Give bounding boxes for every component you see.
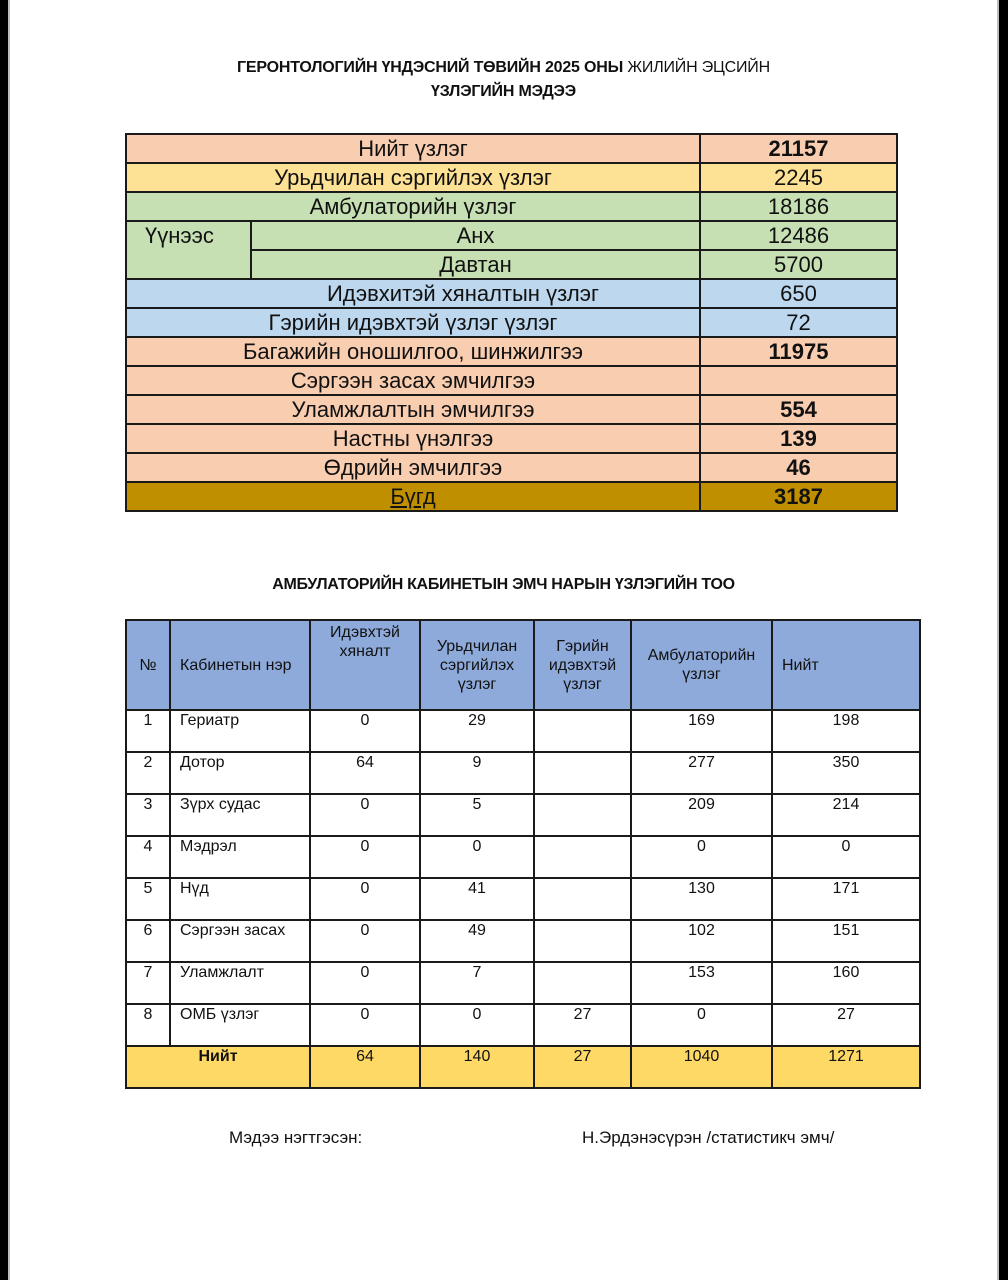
home-active-value [534,836,631,878]
summary-value: 72 [700,308,897,337]
summary-row [126,424,897,453]
home-active-value [534,794,631,836]
summary-label: Уламжлалтын эмчилгээ [126,395,700,424]
summary-row [126,395,897,424]
cabinet-header-row [126,620,920,710]
summary-value: 650 [700,279,897,308]
cabinet-name: Зүрх судас [170,794,310,836]
home-active-value [534,962,631,1004]
active-monitoring-value: 0 [310,836,420,878]
summary-value: 139 [700,424,897,453]
cabinet-name: Гериатр [170,710,310,752]
cabinet-name: ОМБ үзлэг [170,1004,310,1046]
document-page [8,0,999,1280]
cabinet-name: Дотор [170,752,310,794]
cabinet-name: Нүд [170,878,310,920]
total-value: 0 [772,836,920,878]
active-monitoring-value: 0 [310,1004,420,1046]
row-number: 8 [126,1004,170,1046]
preventive-value: 5 [420,794,534,836]
preventive-value: 0 [420,836,534,878]
summary-row [126,163,897,192]
summary-row [126,221,897,250]
header-total: Нийт [772,620,920,710]
compiled-by: Н.Эрдэнэсүрэн /статистикч эмч/ [582,1128,835,1147]
total-value: 160 [772,962,920,1004]
cabinet-row [126,878,920,920]
total-value: 151 [772,920,920,962]
row-number: 3 [126,794,170,836]
header-preventive: Урьдчилан сэргийлэх үзлэг [420,620,534,710]
row-number: 6 [126,920,170,962]
row-number: 5 [126,878,170,920]
cabinet-row [126,752,920,794]
summary-row [126,134,897,163]
total-value: 198 [772,710,920,752]
summary-row [126,366,897,395]
total-active: 64 [310,1046,420,1088]
cabinet-row [126,962,920,1004]
total-value: 27 [772,1004,920,1046]
total-preventive: 140 [420,1046,534,1088]
summary-label: Настны үнэлгээ [126,424,700,453]
cabinet-table-body [126,710,920,1088]
summary-total-label: Бүгд [126,482,700,511]
summary-label: Амбулаторийн үзлэг [126,192,700,221]
ambulatory-value: 209 [631,794,772,836]
title-line1-bold: ГЕРОНТОЛОГИЙН ҮНДЭСНИЙ ТӨВИЙН 2025 ОНЫ [237,59,624,76]
summary-value: 12486 [700,221,897,250]
ambulatory-value: 277 [631,752,772,794]
total-home: 27 [534,1046,631,1088]
ambulatory-value: 153 [631,962,772,1004]
summary-value [700,366,897,395]
header-active-monitoring: Идэвхтэй хяналт [310,620,420,710]
summary-row [126,279,897,308]
total-value: 171 [772,878,920,920]
cabinet-row [126,1004,920,1046]
active-monitoring-value: 0 [310,962,420,1004]
preventive-value: 41 [420,878,534,920]
summary-label: Багажийн оношилгоо, шинжилгээ [126,337,700,366]
home-active-value [534,710,631,752]
active-monitoring-value: 0 [310,710,420,752]
preventive-value: 29 [420,710,534,752]
summary-label: Анх [251,221,700,250]
title-line1-normal: ЖИЛИЙН ЭЦСИЙН [623,59,770,76]
ambulatory-value: 130 [631,878,772,920]
header-cabinet-name: Кабинетын нэр [170,620,310,710]
preventive-value: 7 [420,962,534,1004]
header-no: № [126,620,170,710]
active-monitoring-value: 64 [310,752,420,794]
total-ambulatory: 1040 [631,1046,772,1088]
cabinet-row [126,920,920,962]
summary-total-row [126,482,897,511]
compiled-label: Мэдээ нэгтгэсэн: [229,1128,363,1147]
summary-value: 5700 [700,250,897,279]
ambulatory-value: 0 [631,836,772,878]
total-label: Нийт [126,1046,310,1088]
row-number: 2 [126,752,170,794]
summary-label: Сэргээн засах эмчилгээ [126,366,700,395]
total-value: 350 [772,752,920,794]
header-home-active: Гэрийн идэвхтэй үзлэг [534,620,631,710]
total-value: 214 [772,794,920,836]
summary-label: Нийт үзлэг [126,134,700,163]
summary-value: 21157 [700,134,897,163]
cabinet-name: Сэргээн засах [170,920,310,962]
active-monitoring-value: 0 [310,920,420,962]
ambulatory-value: 169 [631,710,772,752]
ambulatory-value: 0 [631,1004,772,1046]
grand-total: 1271 [772,1046,920,1088]
preventive-value: 9 [420,752,534,794]
active-monitoring-value: 0 [310,794,420,836]
cabinet-row [126,710,920,752]
summary-value: 2245 [700,163,897,192]
row-number: 7 [126,962,170,1004]
cabinet-name: Мэдрэл [170,836,310,878]
cabinet-name: Уламжлалт [170,962,310,1004]
summary-value: 18186 [700,192,897,221]
summary-total-value: 3187 [700,482,897,511]
cabinet-total-row [126,1046,920,1088]
document-title [10,56,997,104]
summary-label: Давтан [251,250,700,279]
ambulatory-value: 102 [631,920,772,962]
home-active-value [534,920,631,962]
header-ambulatory: Амбулаторийн үзлэг [631,620,772,710]
summary-label: Урьдчилан сэргийлэх үзлэг [126,163,700,192]
summary-value: 11975 [700,337,897,366]
row-number: 4 [126,836,170,878]
active-monitoring-value: 0 [310,878,420,920]
cabinet-row [126,836,920,878]
home-active-value: 27 [534,1004,631,1046]
preventive-value: 0 [420,1004,534,1046]
summary-label: Гэрийн идэвхтэй үзлэг үзлэг [126,308,700,337]
home-active-value [534,878,631,920]
summary-group-label: Үүнээс [126,221,251,279]
cabinet-table [125,619,921,1089]
summary-row [126,337,897,366]
summary-label: Өдрийн эмчилгээ [126,453,700,482]
summary-value: 46 [700,453,897,482]
summary-label: Идэвхитэй хяналтын үзлэг [126,279,700,308]
preventive-value: 49 [420,920,534,962]
cabinet-row [126,794,920,836]
summary-row [126,192,897,221]
row-number: 1 [126,710,170,752]
title-line2: ҮЗЛЭГИЙН МЭДЭЭ [431,83,576,100]
summary-row [126,308,897,337]
summary-table [125,133,898,512]
summary-row [126,453,897,482]
summary-value: 554 [700,395,897,424]
home-active-value [534,752,631,794]
cabinet-table-title: АМБУЛАТОРИЙН КАБИНЕТЫН ЭМЧ НАРЫН ҮЗЛЭГИЙН ТОО [272,576,735,593]
